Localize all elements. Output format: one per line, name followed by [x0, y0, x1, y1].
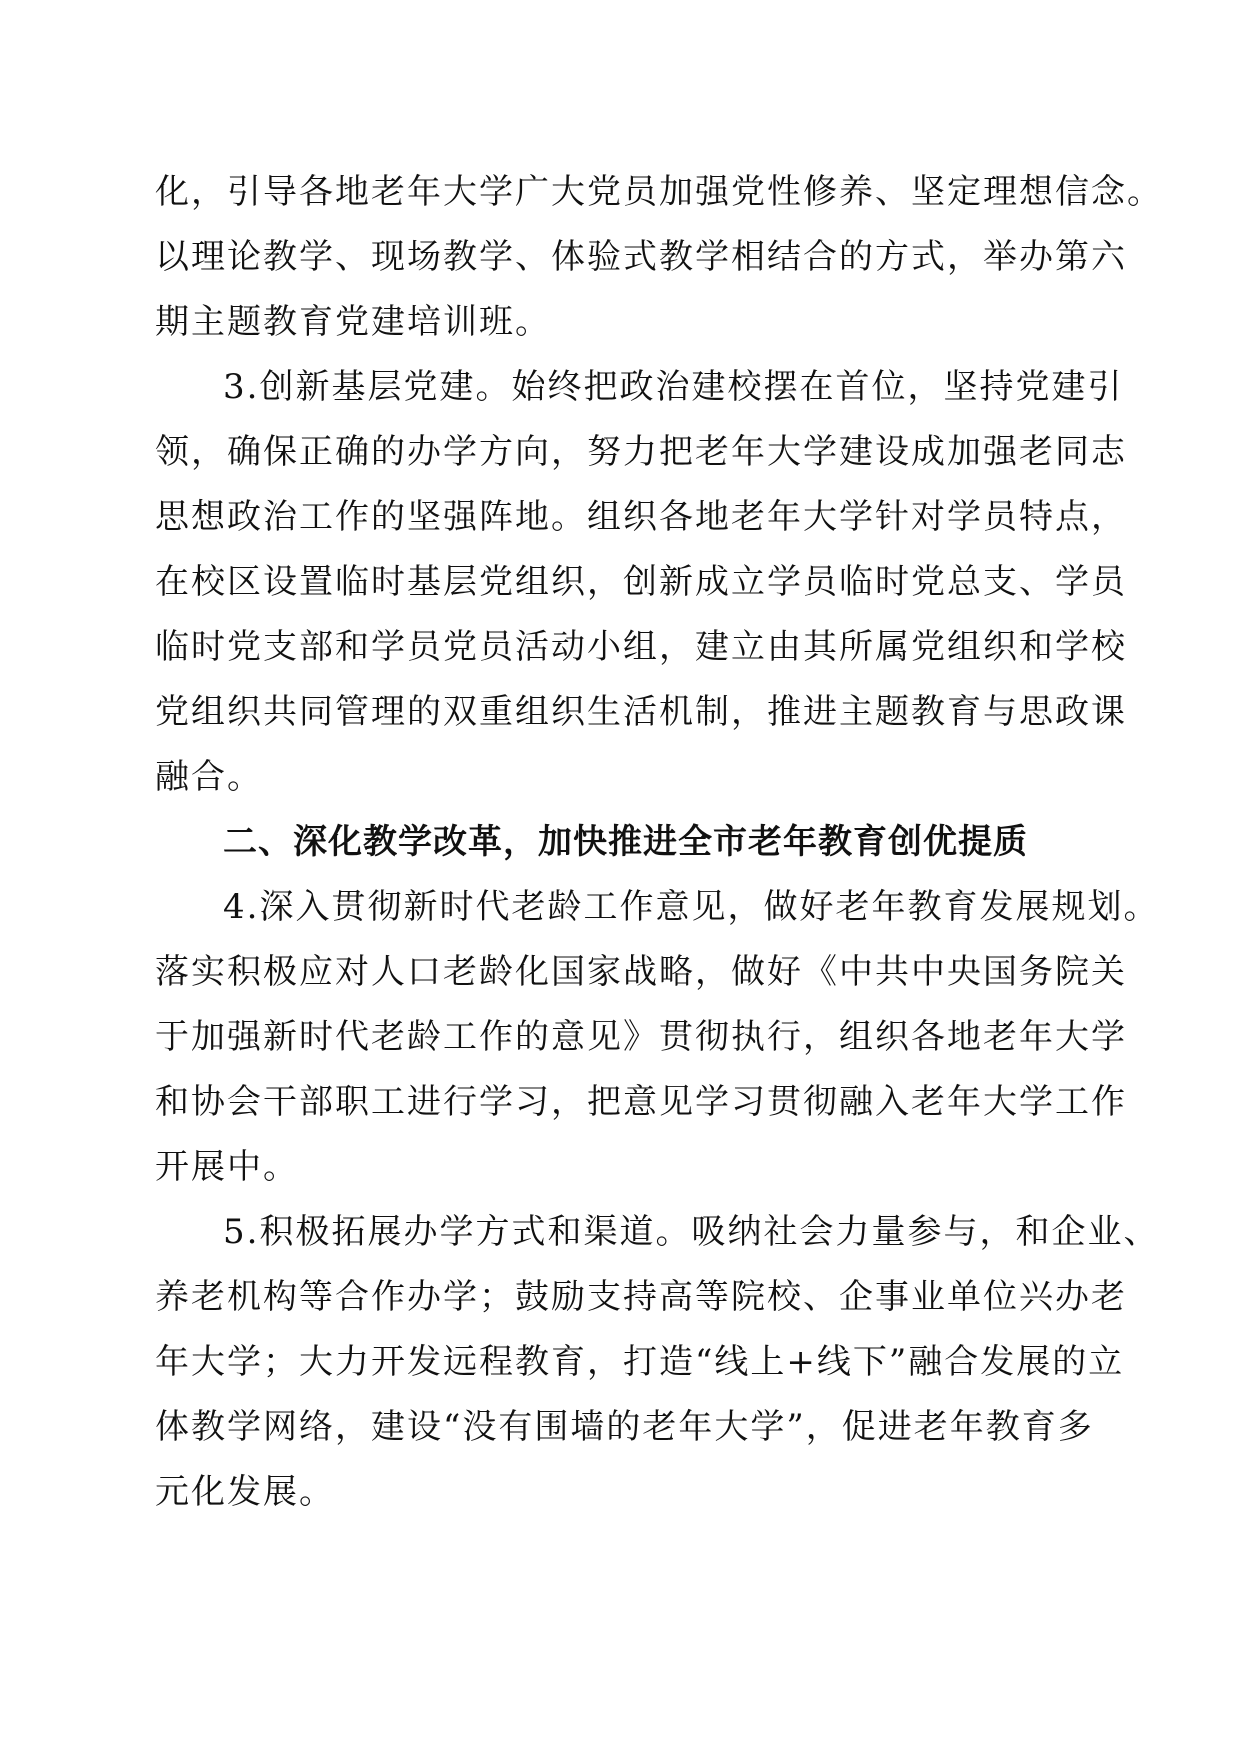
paragraph-line: 开展中。 — [155, 1147, 299, 1187]
paragraph-party-education — [155, 160, 1163, 355]
paragraph-line: 临时党支部和学员党员活动小组，建立由其所属党组织和学校 — [155, 627, 1127, 667]
paragraph-line: 4.深入贯彻新时代老龄工作意见，做好老年教育发展规划。 — [223, 887, 1160, 927]
paragraph-line: 和协会干部职工进行学习，把意见学习贯彻融入老年大学工作 — [155, 1082, 1127, 1122]
paragraph-line: 5.积极拓展办学方式和渠道。吸纳社会力量参与，和企业、 — [223, 1212, 1160, 1252]
paragraph-line: 年大学；大力开发远程教育，打造“线上+线下”融合发展的立 — [155, 1342, 1125, 1382]
paragraph-line: 在校区设置临时基层党组织，创新成立学员临时党总支、学员 — [155, 562, 1127, 602]
paragraph-line: 体教学网络，建设“没有围墙的老年大学”，促进老年教育多 — [155, 1407, 1094, 1447]
paragraph-grassroots-party-building — [155, 355, 1127, 810]
paragraph-line: 以理论教学、现场教学、体验式教学相结合的方式，举办第六 — [155, 237, 1127, 277]
paragraph-line: 养老机构等合作办学；鼓励支持高等院校、企事业单位兴办老 — [155, 1277, 1127, 1317]
section-heading: 二、深化教学改革，加快推进全市老年教育创优提质 — [223, 822, 1028, 862]
paragraph-line: 期主题教育党建培训班。 — [155, 302, 551, 342]
paragraph-line: 领，确保正确的办学方向，努力把老年大学建设成加强老同志 — [155, 432, 1127, 472]
paragraph-line: 落实积极应对人口老龄化国家战略，做好《中共中央国务院关 — [155, 952, 1127, 992]
document-body — [155, 160, 1163, 1525]
paragraph-school-channels — [155, 1200, 1160, 1525]
paragraph-line: 3.创新基层党建。始终把政治建校摆在首位，坚持党建引 — [223, 367, 1124, 407]
paragraph-line: 元化发展。 — [155, 1472, 335, 1512]
paragraph-line: 思想政治工作的坚强阵地。组织各地老年大学针对学员特点， — [155, 497, 1127, 537]
paragraph-line: 党组织共同管理的双重组织生活机制，推进主题教育与思政课 — [155, 692, 1127, 732]
paragraph-aging-work-opinion — [155, 875, 1160, 1200]
paragraph-line: 化，引导各地老年大学广大党员加强党性修养、坚定理想信念。 — [155, 172, 1163, 212]
paragraph-line: 融合。 — [155, 757, 263, 797]
paragraph-line: 于加强新时代老龄工作的意见》贯彻执行，组织各地老年大学 — [155, 1017, 1127, 1057]
